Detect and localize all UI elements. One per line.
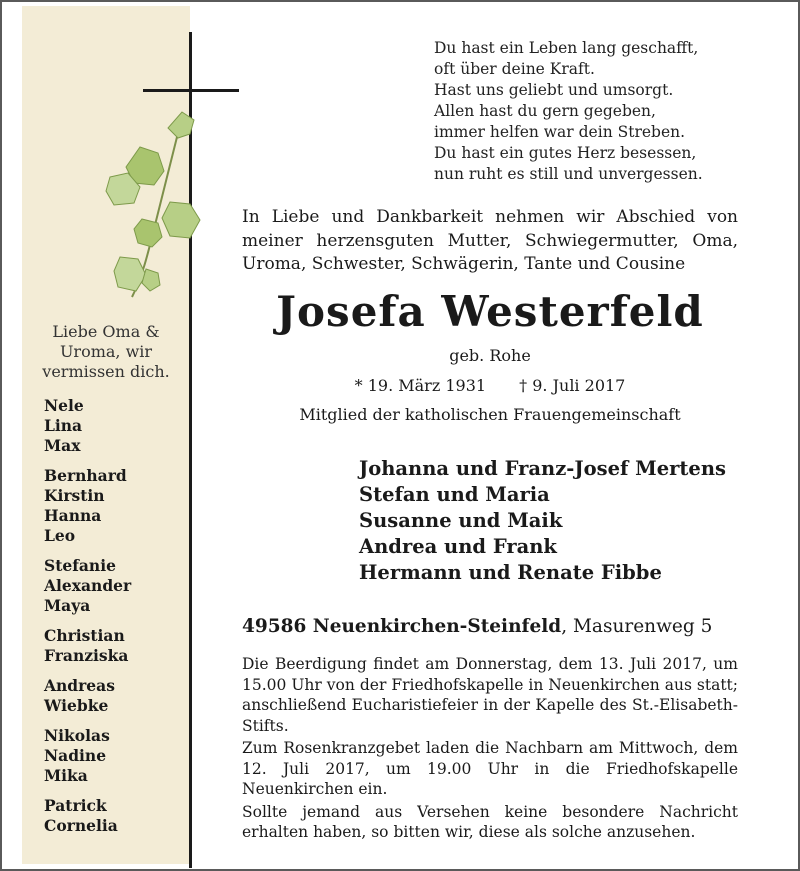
family-member: Christian: [44, 626, 125, 645]
poem-line: Hast uns geliebt und umsorgt.: [434, 81, 674, 99]
maiden-name: geb. Rohe: [449, 346, 531, 365]
life-dates: [242, 376, 738, 395]
poem-line: immer helfen war dein Streben.: [434, 123, 686, 141]
intro-text: In Liebe und Dankbarkeit nehmen wir Abschied von meiner herzensguten Mutter, Schwiegermutter, Oma, Uroma, Schwester, Schwägerin, Tante und Cousine: [242, 207, 738, 274]
family-member: Franziska: [44, 646, 129, 665]
funeral-paragraph: Sollte jemand aus Versehen keine besondere Nachricht erhalten haben, so bitten wir, diese als solche anzusehen.: [242, 802, 738, 841]
grandchildren-groups: [44, 396, 184, 846]
family-member: Lina: [44, 416, 83, 435]
family-member: Wiebke: [44, 696, 109, 715]
family-group: [44, 676, 184, 716]
address-place: 49586 Neuenkirchen-Steinfeld: [242, 616, 562, 637]
poem-line: Du hast ein Leben lang geschafft,: [434, 39, 699, 57]
family-member: Patrick: [44, 796, 107, 815]
sidebar-intro-line: Liebe Oma &: [52, 322, 160, 341]
family-group: [44, 726, 184, 786]
family-member: Max: [44, 436, 81, 455]
family-member: Nikolas: [44, 726, 110, 745]
birth-date: * 19. März 1931: [354, 376, 487, 395]
family-member: Alexander: [44, 576, 132, 595]
family-member: Andreas: [44, 676, 115, 695]
mourner: Johanna und Franz-Josef Mertens: [359, 457, 726, 480]
poem-line: Allen hast du gern gegeben,: [434, 102, 656, 120]
poem: [434, 38, 703, 185]
family-group: [44, 556, 184, 616]
sidebar-intro-line: Uroma, wir: [59, 342, 153, 361]
deceased-name: Josefa Westerfeld: [276, 287, 704, 336]
membership: Mitglied der katholischen Frauengemeinschaft: [299, 405, 681, 424]
family-member: Kirstin: [44, 486, 105, 505]
family-member: Nele: [44, 396, 84, 415]
family-member: Hanna: [44, 506, 102, 525]
mourner: Susanne und Maik: [359, 509, 563, 532]
ivy-icon: [102, 107, 217, 307]
address-street: , Masurenweg 5: [561, 616, 713, 637]
poem-line: oft über deine Kraft.: [434, 60, 595, 78]
mourner: Stefan und Maria: [359, 483, 550, 506]
poem-line: Du hast ein gutes Herz besessen,: [434, 144, 697, 162]
funeral-paragraph: Die Beerdigung findet am Donnerstag, dem 13. Juli 2017, um 15.00 Uhr von der Friedhofskapelle in Neuenkirchen aus statt; anschließend Eucharistiefeier in der Kapelle des St.-Elisabeth-Stifts.: [242, 655, 738, 735]
sidebar-intro: [22, 322, 190, 382]
family-group: [44, 466, 184, 546]
family-member: Nadine: [44, 746, 107, 765]
sidebar-intro-line: vermissen dich.: [42, 362, 170, 381]
mourner: Hermann und Renate Fibbe: [359, 561, 662, 584]
address: [242, 616, 712, 637]
family-group: [44, 796, 184, 836]
family-group: [44, 626, 184, 666]
mourners-list: [359, 456, 726, 586]
family-member: Bernhard: [44, 466, 127, 485]
family-member: Stefanie: [44, 556, 116, 575]
death-date: † 9. Juli 2017: [519, 376, 626, 395]
family-member: Mika: [44, 766, 88, 785]
funeral-info: [242, 654, 738, 845]
family-group: [44, 396, 184, 456]
family-member: Cornelia: [44, 816, 118, 835]
poem-line: nun ruht es still und unvergessen.: [434, 165, 703, 183]
mourner: Andrea und Frank: [359, 535, 557, 558]
family-member: Maya: [44, 596, 91, 615]
family-member: Leo: [44, 526, 76, 545]
cross-bar: [143, 89, 239, 92]
funeral-paragraph: Zum Rosenkranzgebet laden die Nachbarn am Mittwoch, dem 12. Juli 2017, um 19.00 Uhr in die Friedhofskapelle Neuenkirchen ein.: [242, 739, 738, 798]
